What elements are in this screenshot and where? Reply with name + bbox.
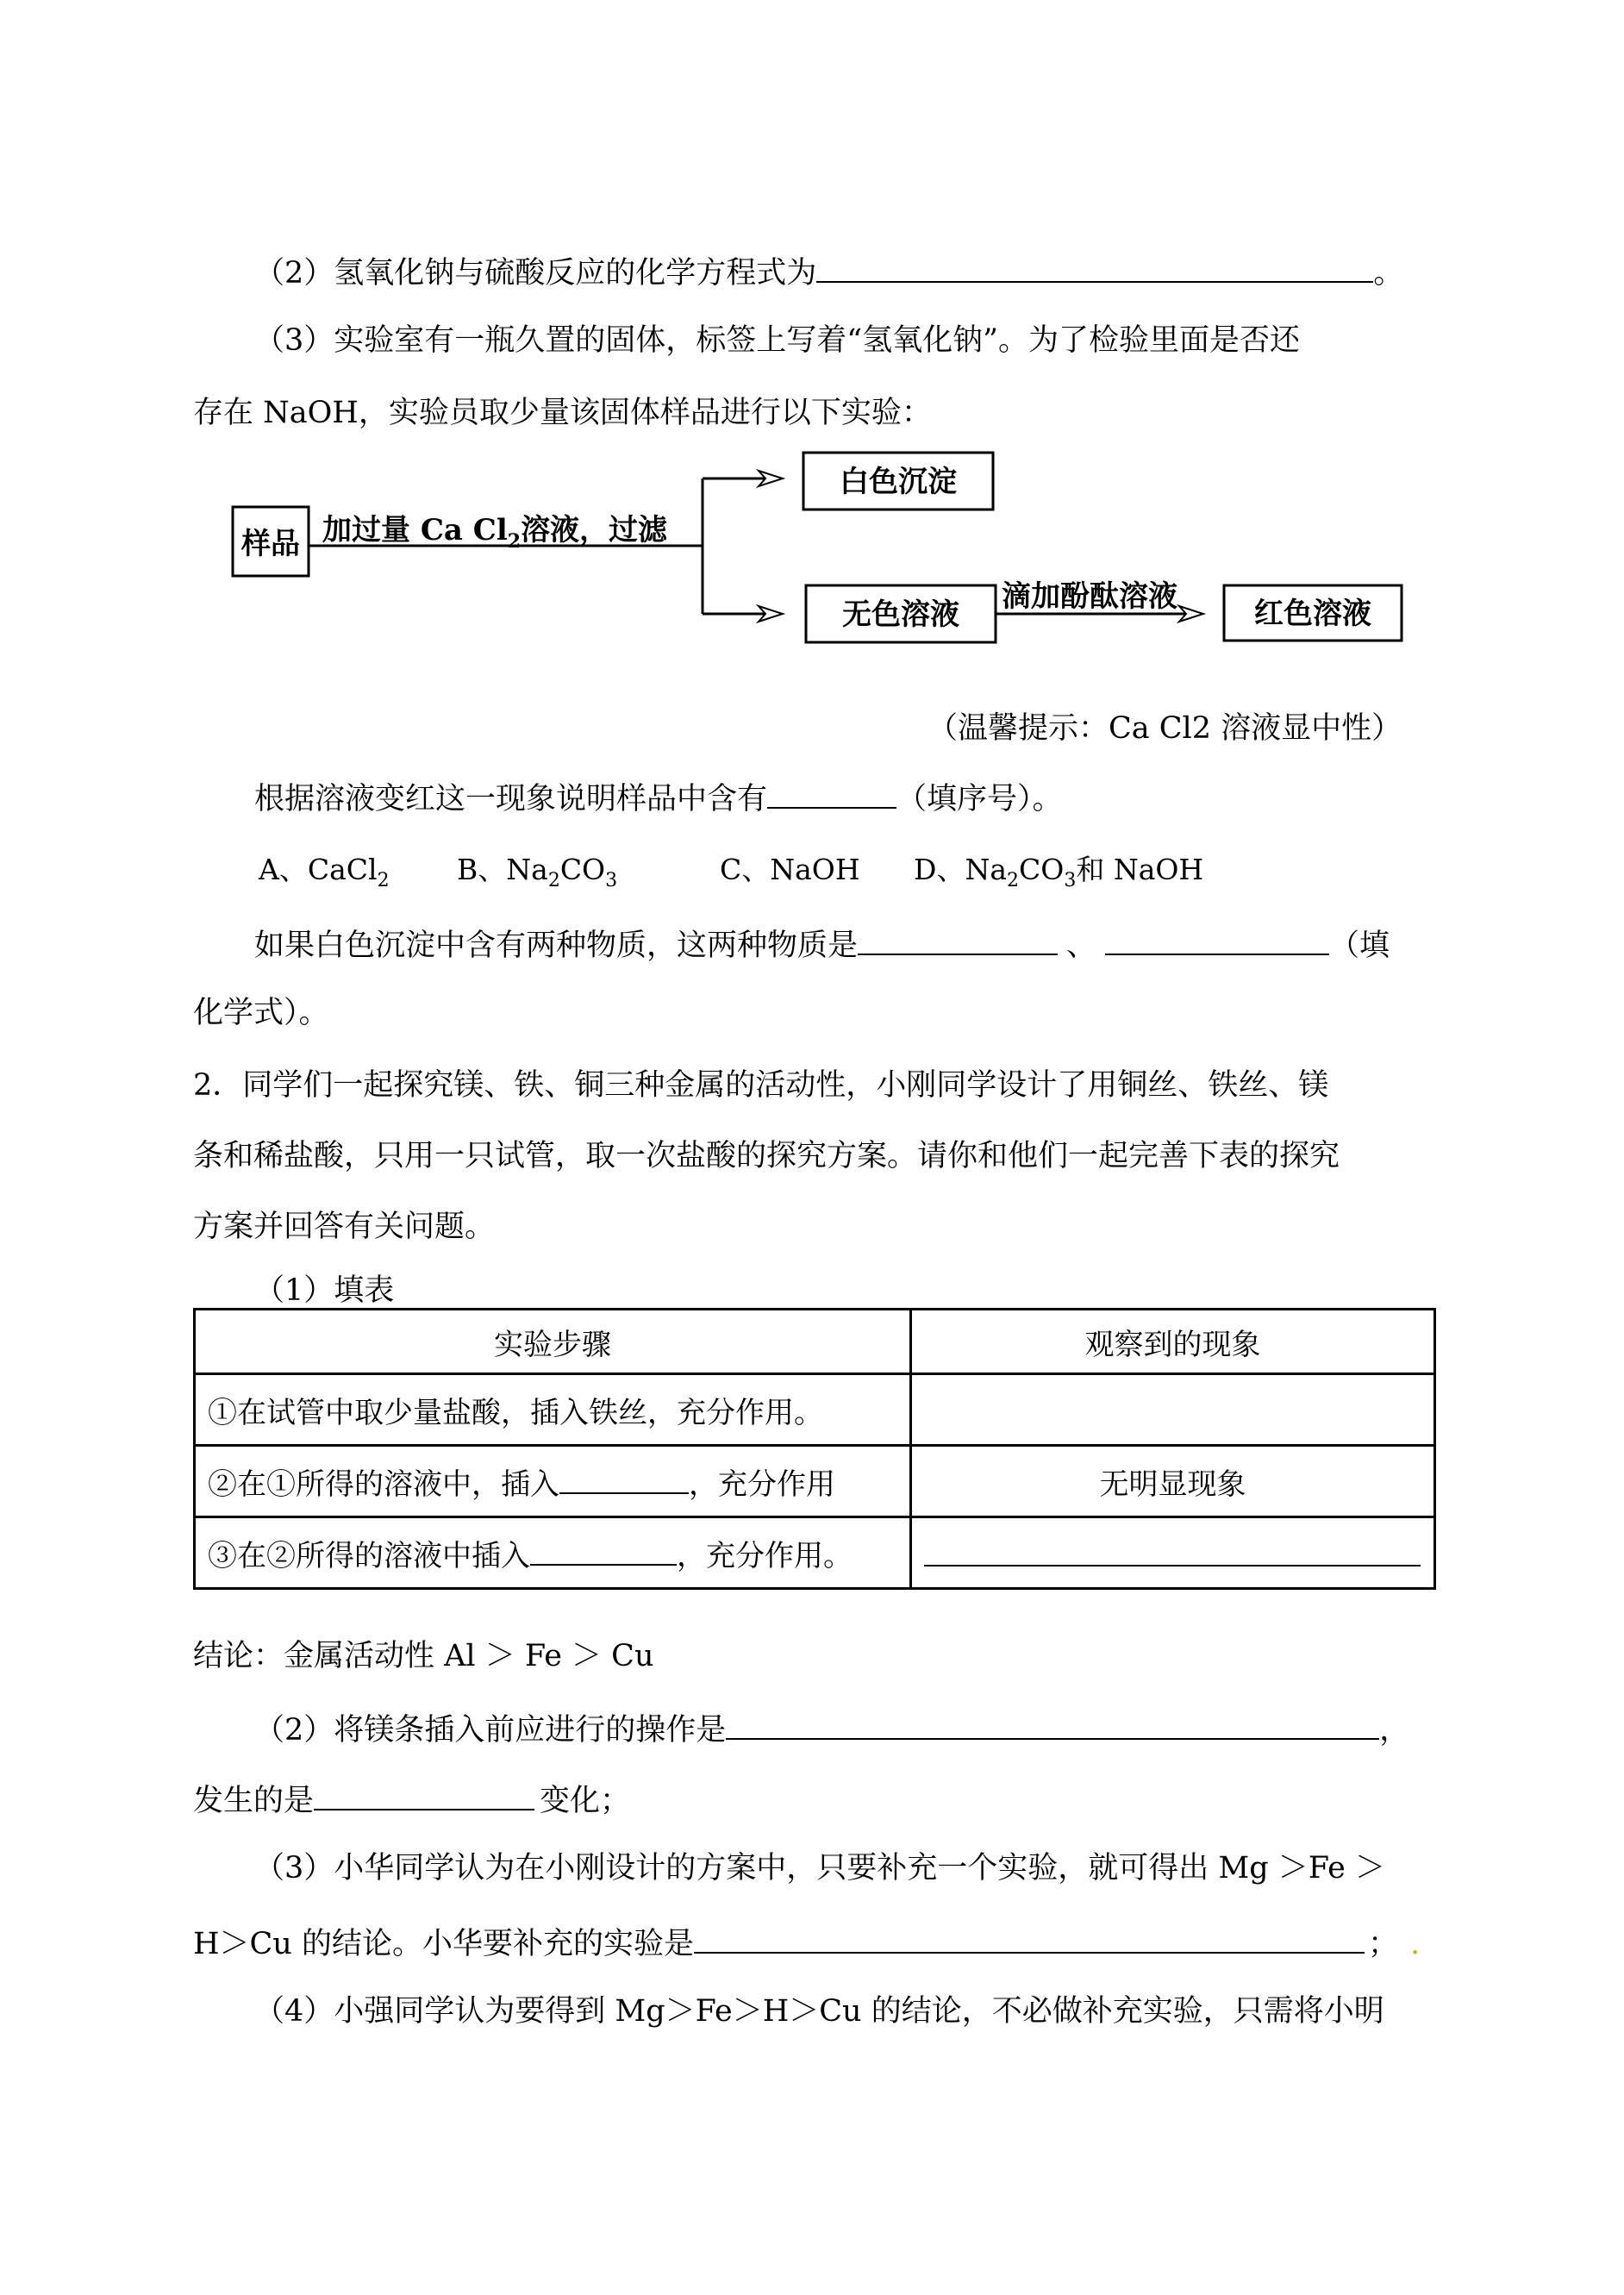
option-c: C、NaOH	[720, 853, 860, 886]
answer-blank-metal2[interactable]	[530, 1531, 677, 1566]
option-b: B、$Na_2CO_3$	[457, 853, 618, 891]
table-row	[195, 1374, 1435, 1446]
step-cell: ③在②所得的溶液中插入 ，充分作用。	[195, 1517, 911, 1589]
answer-blank-option[interactable]	[767, 774, 896, 809]
fill-table-label: （1）填表	[254, 1273, 395, 1308]
q1-white-line: 如果白色沉淀中含有两种物质，这两种物质是 、 （填	[254, 921, 1390, 966]
step-cell: ②在①所得的溶液中，插入 ，充分作用	[195, 1446, 911, 1517]
observation-cell[interactable]	[911, 1374, 1435, 1446]
answer-blank-supplementary[interactable]	[694, 1919, 1365, 1954]
arrowhead-indicator-icon	[1179, 606, 1203, 622]
q2-intro-line3: 方案并回答有关问题。	[193, 1210, 496, 1244]
table-row	[195, 1446, 1435, 1517]
q1-p3-line1: （3）实验室有一瓶久置的固体，标签上写着“氢氧化钠”。为了检验里面是否还	[254, 323, 1301, 358]
q1-p2-text: （2）氢氧化钠与硫酸反应的化学方程式为	[254, 256, 817, 291]
step-cell: ①在试管中取少量盐酸，插入铁丝，充分作用。	[195, 1374, 911, 1446]
answer-blank-equation[interactable]	[816, 248, 1373, 283]
answer-blank-substance1[interactable]	[858, 921, 1058, 955]
answer-blank-change-type[interactable]	[314, 1776, 534, 1810]
precipitate-box	[803, 453, 993, 510]
table-row	[195, 1517, 1435, 1589]
reagent-label: 加过量 Ca $Cl_2$溶液，过滤	[322, 513, 668, 553]
sample-label: 样品	[241, 527, 300, 561]
result-box	[1224, 585, 1402, 641]
header-steps: 实验步骤	[195, 1310, 911, 1374]
answer-blank-observation[interactable]	[924, 1532, 1421, 1566]
options-line	[259, 850, 1204, 891]
observation-cell[interactable]	[911, 1517, 1435, 1589]
indicator-label: 滴加酚酞溶液	[1002, 579, 1177, 614]
answer-blank-operation[interactable]	[726, 1705, 1379, 1740]
filtrate-box	[806, 585, 996, 642]
arrowhead-upper-icon	[759, 471, 783, 486]
option-d: D、$Na_2CO_3$和 NaOH	[914, 853, 1204, 891]
table-header-row	[195, 1310, 1435, 1374]
q2-p3-line1: （3）小华同学认为在小刚设计的方案中，只要补充一个实验，就可得出 Mg ＞Fe ＞	[254, 1851, 1385, 1885]
option-a: A、CaCl$_2$	[259, 853, 390, 891]
arrowhead-lower-icon	[759, 606, 783, 622]
filtrate-label: 无色溶液	[842, 597, 959, 632]
result-label: 红色溶液	[1254, 597, 1371, 631]
tip: （温馨提示：Ca Cl2 溶液显中性）	[928, 711, 1402, 746]
q1-p3-line2: 存在 NaOH，实验员取少量该固体样品进行以下实验：	[193, 396, 932, 430]
q1-contains-line: 根据溶液变红这一现象说明样品中含有 （填序号）。	[254, 774, 1063, 819]
q2-intro-line1: 2．同学们一起探究镁、铁、铜三种金属的活动性，小刚同学设计了用铜丝、铁丝、镁	[193, 1068, 1329, 1103]
q2-intro-line2: 条和稀盐酸，只用一只试管，取一次盐酸的探究方案。请你和他们一起完善下表的探究	[193, 1139, 1340, 1173]
q2-p2-line2: 发生的是 变化；	[193, 1776, 630, 1821]
sample-box	[233, 507, 309, 576]
answer-blank-substance2[interactable]	[1105, 921, 1329, 955]
answer-blank-metal1[interactable]	[559, 1460, 689, 1494]
q2-p4-line1: （4）小强同学认为要得到 Mg＞Fe＞H＞Cu 的结论，不必做补充实验，只需将小明	[254, 1994, 1384, 2029]
q1-p2-line: （2）氢氧化钠与硫酸反应的化学方程式为 。	[254, 248, 1403, 293]
q2-p3-line2: H＞Cu 的结论。小华要补充的实验是 ； .	[193, 1919, 1420, 1964]
q1-white-line2: 化学式）。	[193, 996, 329, 1030]
q2-p2-line1: （2）将镁条插入前应进行的操作是 ，	[254, 1705, 1409, 1750]
conclusion: 结论：金属活动性 Al ＞ Fe ＞ Cu	[193, 1639, 654, 1673]
observation-cell: 无明显现象	[911, 1446, 1435, 1517]
experiment-table	[193, 1308, 1436, 1590]
header-observation: 观察到的现象	[911, 1310, 1435, 1374]
precipitate-label: 白色沉淀	[840, 465, 957, 499]
